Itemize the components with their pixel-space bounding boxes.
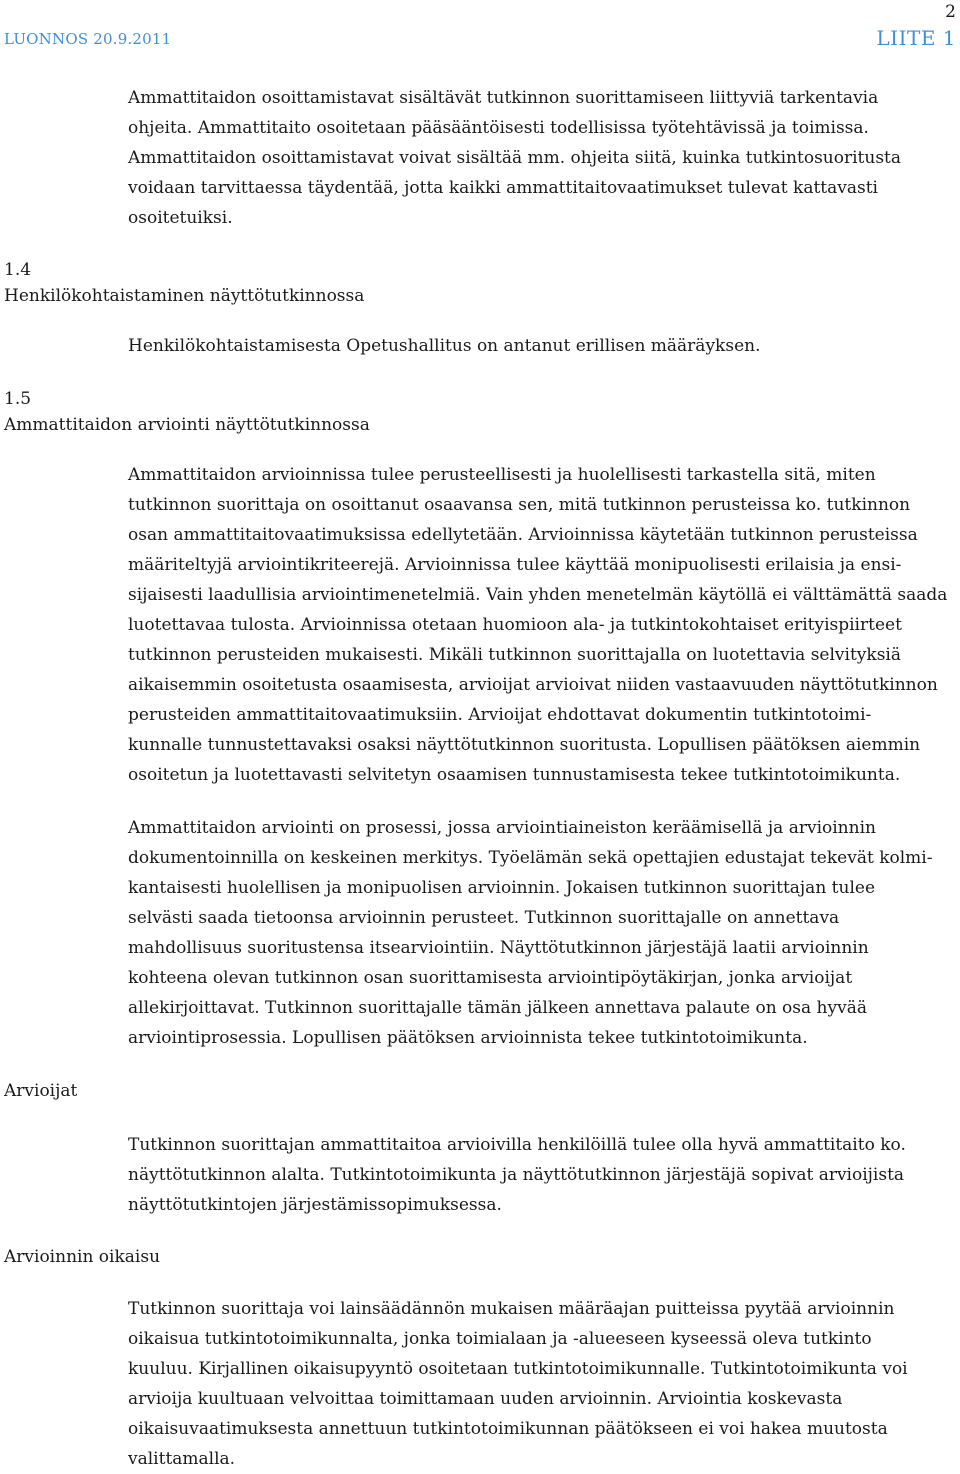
paragraph-line: ohjeita. Ammattitaito osoitetaan pääsääntöisesti todellisissa työtehtävissä ja toimissa. — [128, 118, 869, 138]
paragraph-line: mahdollisuus suoritustensa itsearviointiin. Näyttötutkinnon järjestäjä laatii arvioinnin — [128, 938, 869, 958]
oikaisu-paragraph — [128, 1294, 954, 1474]
paragraph-line: sijaisesti laadullisia arviointimenetelmiä. Vain yhden menetelmän käytöllä ei välttämättä saada — [128, 585, 948, 605]
paragraph-line: Ammattitaidon arvioinnissa tulee perusteellisesti ja huolellisesti tarkastella sitä, miten — [128, 465, 876, 485]
paragraph-line: selvästi saada tietoonsa arvioinnin perusteet. Tutkinnon suorittajalle on annettava — [128, 908, 840, 928]
paragraph-line: tutkinnon perusteiden mukaisesti. Mikäli tutkinnon suorittajalla on luotettavia selvityksiä — [128, 645, 901, 665]
paragraph-line: arviointiprosessia. Lopullisen päätöksen arvioinnista tekee tutkintotoimikunta. — [128, 1028, 808, 1048]
intro-paragraph — [128, 83, 954, 233]
section-1-4-paragraph — [128, 331, 954, 361]
arvioijat-paragraph — [128, 1130, 954, 1220]
section-1-5-paragraph-1 — [128, 460, 954, 790]
paragraph-line: Ammattitaidon osoittamistavat sisältävät tutkinnon suorittamiseen liittyviä tarkentavia — [128, 88, 879, 108]
draft-label: LUONNOS 20.9.2011 — [4, 30, 172, 48]
page-number: 2 — [945, 2, 956, 22]
section-title: Henkilökohtaistaminen näyttötutkinnossa — [4, 286, 365, 306]
paragraph-line: Tutkinnon suorittajan ammattitaitoa arvioivilla henkilöillä tulee olla hyvä ammattitaito ko. — [128, 1135, 906, 1155]
section-number: 1.5 — [4, 389, 32, 409]
paragraph-line: näyttötutkintojen järjestämissopimuksessa. — [128, 1195, 502, 1215]
paragraph-line: osoitetun ja luotettavasti selvitetyn osaamisen tunnustamisesta tekee tutkintotoimikunta. — [128, 765, 901, 785]
arvioijat-label: Arvioijat — [4, 1081, 78, 1101]
paragraph-line: kuuluu. Kirjallinen oikaisupyyntö osoitetaan tutkintotoimikunnalle. Tutkintotoimikunta voi — [128, 1359, 908, 1379]
paragraph-line: määriteltyjä arviointikriteerejä. Arvioinnissa tulee käyttää monipuolisesti erilaisia ja ensi- — [128, 555, 902, 575]
paragraph-line: kunnalle tunnustettavaksi osaksi näyttötutkinnon suoritusta. Lopullisen päätöksen aiemmin — [128, 735, 921, 755]
section-1-5-paragraph-2 — [128, 813, 954, 1053]
section-title: Ammattitaidon arviointi näyttötutkinnossa — [4, 415, 370, 435]
paragraph-line: osan ammattitaitovaatimuksissa edellytetään. Arvioinnissa käytetään tutkinnon perusteissa — [128, 525, 918, 545]
paragraph-line: Tutkinnon suorittaja voi lainsäädännön mukaisen määräajan puitteissa pyytää arvioinnin — [128, 1299, 895, 1319]
paragraph-line: oikaisuvaatimuksesta annettuun tutkintotoimikunnan päätökseen ei voi hakea muutosta — [128, 1419, 888, 1439]
paragraph-line: oikaisua tutkintotoimikunnalta, jonka toimialaan ja -alueeseen kyseessä oleva tutkinto — [128, 1329, 872, 1349]
paragraph-line: allekirjoittavat. Tutkinnon suorittajalle tämän jälkeen annettava palaute on osa hyvää — [128, 998, 867, 1018]
paragraph-line: tutkinnon suorittaja on osoittanut osaavansa sen, mitä tutkinnon perusteissa ko. tutkinnon — [128, 495, 911, 515]
paragraph-line: aikaisemmin osoitetusta osaamisesta, arvioijat arvioivat niiden vastaavuuden näyttötutkinnon — [128, 675, 938, 695]
paragraph-line: näyttötutkinnon alalta. Tutkintotoimikunta ja näyttötutkinnon järjestäjä sopivat arvioijista — [128, 1165, 905, 1185]
paragraph-line: arvioija kuultuaan velvoittaa toimittamaan uuden arvioinnin. Arviointia koskevasta — [128, 1389, 843, 1409]
arvioinnin-oikaisu-label: Arvioinnin oikaisu — [4, 1247, 161, 1267]
paragraph-line: Henkilökohtaistamisesta Opetushallitus on antanut erillisen määräyksen. — [128, 336, 761, 356]
paragraph-line: dokumentoinnilla on keskeinen merkitys. Työelämän sekä opettajien edustajat tekevät kolmi- — [128, 848, 933, 868]
section-heading-1-5 — [4, 386, 370, 438]
paragraph-line: perusteiden ammattitaitovaatimuksiin. Arvioijat ehdottavat dokumentin tutkintotoimi- — [128, 705, 872, 725]
paragraph-line: kantaisesti huolellisen ja monipuolisen arvioinnin. Jokaisen tutkinnon suorittajan tulee — [128, 878, 876, 898]
paragraph-line: valittamalla. — [128, 1449, 236, 1469]
paragraph-line: luotettavaa tulosta. Arvioinnissa otetaan huomioon ala- ja tutkintokohtaiset erityispiirteet — [128, 615, 902, 635]
annex-label: LIITE 1 — [876, 26, 956, 50]
paragraph-line: Ammattitaidon arviointi on prosessi, jossa arviointiaineiston keräämisellä ja arvioinnin — [128, 818, 876, 838]
section-heading-1-4 — [4, 257, 364, 309]
paragraph-line: voidaan tarvittaessa täydentää, jotta kaikki ammattitaitovaatimukset tulevat kattavasti — [128, 178, 878, 198]
paragraph-line: kohteena olevan tutkinnon osan suorittamisesta arviointipöytäkirjan, jonka arvioijat — [128, 968, 853, 988]
section-number: 1.4 — [4, 260, 32, 280]
paragraph-line: osoitetuiksi. — [128, 208, 233, 228]
paragraph-line: Ammattitaidon osoittamistavat voivat sisältää mm. ohjeita siitä, kuinka tutkintosuoritusta — [128, 148, 902, 168]
